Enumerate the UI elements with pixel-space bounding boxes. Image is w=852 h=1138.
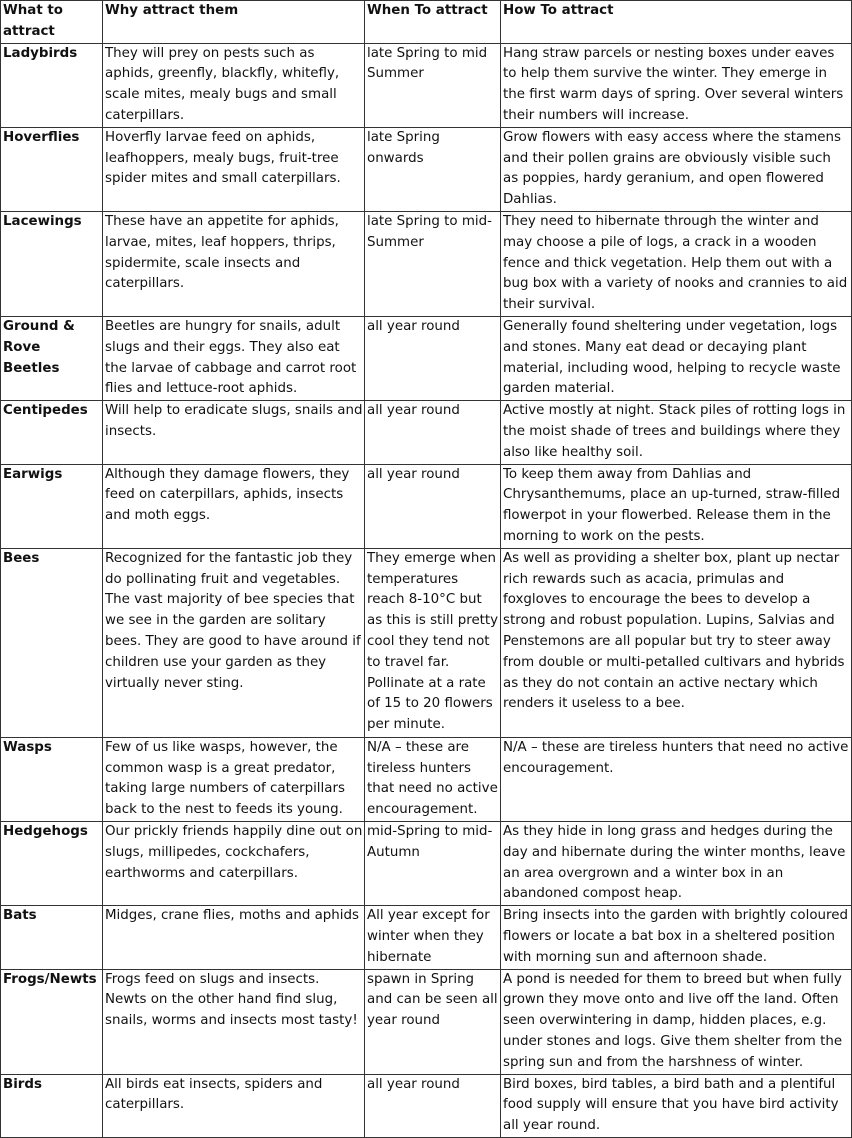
cell-when: All year except for winter when they hibernate [365,906,501,969]
cell-what: Frogs/Newts [1,969,103,1074]
cell-how: Generally found sheltering under vegetation, logs and stones. Many eat dead or decaying plant material, including wood, helping to recycle waste garden material. [501,316,852,400]
cell-what: Birds [1,1074,103,1137]
table-row [1,43,852,127]
header-what-to-attract: What to attract [1,1,103,44]
header-why-attract-them: Why attract them [103,1,365,44]
cell-how: Grow flowers with easy access where the stamens and their pollen grains are obviously visible such as poppies, hardy geranium, and open flowered Dahlias. [501,127,852,211]
table-row [1,464,852,548]
cell-how: N/A – these are tireless hunters that need no active encouragement. [501,737,852,821]
cell-how: As they hide in long grass and hedges during the day and hibernate during the winter months, leave an area overgrown and a winter box in an abandoned compost heap. [501,821,852,905]
cell-what: Lacewings [1,211,103,316]
cell-why: These have an appetite for aphids, larvae, mites, leaf hoppers, thrips, spidermite, scale insects and caterpillars. [103,211,365,316]
cell-what: Bees [1,548,103,737]
cell-how: Bird boxes, bird tables, a bird bath and a plentiful food supply will ensure that you have bird activity all year round. [501,1074,852,1137]
table-row [1,1074,852,1137]
cell-when: late Spring to mid Summer [365,43,501,127]
cell-what: Ladybirds [1,43,103,127]
cell-when: late Spring onwards [365,127,501,211]
cell-what: Ground & Rove Beetles [1,316,103,400]
header-row [1,1,852,44]
cell-when: all year round [365,464,501,548]
cell-how: To keep them away from Dahlias and Chrysanthemums, place an up-turned, straw-filled flowerpot in your flowerbed. Release them in the morning to work on the pests. [501,464,852,548]
cell-what: Earwigs [1,464,103,548]
table-row [1,401,852,464]
cell-why: Beetles are hungry for snails, adult slugs and their eggs. They also eat the larvae of cabbage and carrot root flies and lettuce-root aphids. [103,316,365,400]
cell-what: Wasps [1,737,103,821]
cell-why: Recognized for the fantastic job they do pollinating fruit and vegetables. The vast majority of bee species that we see in the garden are solitary bees. They are good to have around if children use your garden as they virtually never sting. [103,548,365,737]
table-row [1,821,852,905]
table-row [1,548,852,737]
cell-what: Hoverflies [1,127,103,211]
table-row [1,906,852,969]
cell-how: Active mostly at night. Stack piles of rotting logs in the moist shade of trees and buildings where they also like healthy soil. [501,401,852,464]
cell-why: Although they damage flowers, they feed on caterpillars, aphids, insects and moth eggs. [103,464,365,548]
cell-what: Centipedes [1,401,103,464]
cell-why: Will help to eradicate slugs, snails and insects. [103,401,365,464]
cell-when: late Spring to mid-Summer [365,211,501,316]
table-row [1,316,852,400]
cell-why: Hoverfly larvae feed on aphids, leafhoppers, mealy bugs, fruit-tree spider mites and small caterpillars. [103,127,365,211]
cell-why: All birds eat insects, spiders and caterpillars. [103,1074,365,1137]
cell-how: Hang straw parcels or nesting boxes under eaves to help them survive the winter. They emerge in the first warm days of spring. Over several winters their numbers will increase. [501,43,852,127]
cell-what: Hedgehogs [1,821,103,905]
cell-when: mid-Spring to mid-Autumn [365,821,501,905]
cell-why: Our prickly friends happily dine out on slugs, millipedes, cockchafers, earthworms and caterpillars. [103,821,365,905]
cell-when: all year round [365,1074,501,1137]
table-row [1,127,852,211]
header-how-to-attract: How To attract [501,1,852,44]
cell-when: all year round [365,401,501,464]
table-row [1,737,852,821]
cell-why: They will prey on pests such as aphids, greenfly, blackfly, whitefly, scale mites, mealy bugs and small caterpillars. [103,43,365,127]
cell-how: Bring insects into the garden with brightly coloured flowers or locate a bat box in a sheltered position with morning sun and afternoon shade. [501,906,852,969]
cell-why: Few of us like wasps, however, the common wasp is a great predator, taking large numbers of caterpillars back to the nest to feeds its young. [103,737,365,821]
cell-when: N/A – these are tireless hunters that need no active encouragement. [365,737,501,821]
cell-what: Bats [1,906,103,969]
table-row [1,969,852,1074]
cell-how: A pond is needed for them to breed but when fully grown they move onto and live off the land. Often seen overwintering in damp, hidden places, e.g. under stones and logs. Give them shelter from the spring sun and from the harshness of winter. [501,969,852,1074]
header-when-to-attract: When To attract [365,1,501,44]
cell-why: Midges, crane flies, moths and aphids [103,906,365,969]
cell-when: all year round [365,316,501,400]
cell-when: They emerge when temperatures reach 8-10°C but as this is still pretty cool they tend not to travel far. Pollinate at a rate of 15 to 20 flowers per minute. [365,548,501,737]
cell-how: They need to hibernate through the winter and may choose a pile of logs, a crack in a wooden fence and thick vegetation. Help them out with a bug box with a variety of nooks and crannies to aid their survival. [501,211,852,316]
cell-when: spawn in Spring and can be seen all year round [365,969,501,1074]
cell-why: Frogs feed on slugs and insects. Newts on the other hand find slug, snails, worms and insects most tasty! [103,969,365,1074]
cell-how: As well as providing a shelter box, plant up nectar rich rewards such as acacia, primulas and foxgloves to encourage the bees to develop a strong and robust population. Lupins, Salvias and Penstemons are all popular but try to steer away from double or multi-petalled cultivars and hybrids as they do not contain an active nectary which renders it useless to a bee. [501,548,852,737]
table-row [1,211,852,316]
